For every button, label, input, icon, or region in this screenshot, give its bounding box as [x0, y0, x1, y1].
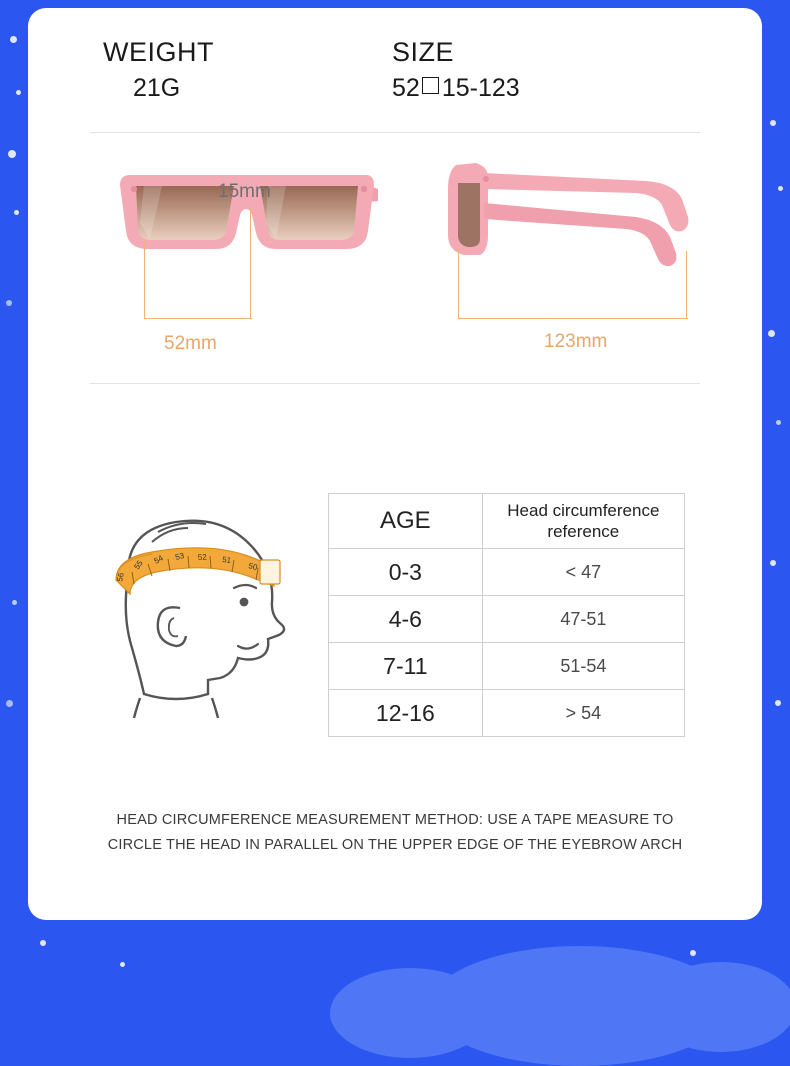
- table-row: [329, 643, 685, 690]
- weight-value: 21G: [133, 74, 181, 103]
- size-spec: [328, 34, 628, 108]
- head-measurement-illustration: [88, 498, 318, 718]
- spec-header: [28, 8, 762, 108]
- cell-reference: > 54: [482, 690, 684, 737]
- weight-spec: [28, 34, 328, 108]
- temple-length-tick-right: [686, 251, 687, 319]
- cell-age: 4-6: [329, 596, 483, 643]
- svg-text:56: 56: [115, 571, 126, 583]
- header-age: AGE: [329, 494, 483, 549]
- age-table-container: [328, 493, 685, 737]
- temple-length-label: 123mm: [544, 330, 608, 352]
- temple-length-line: [458, 318, 688, 319]
- size-value-prefix: 52: [392, 74, 420, 103]
- table-row: [329, 596, 685, 643]
- table-header-row: [329, 494, 685, 549]
- lens-width-line: [144, 318, 252, 319]
- header-head-circumference: Head circumference reference: [482, 494, 684, 549]
- svg-text:50: 50: [247, 561, 259, 573]
- svg-text:52: 52: [197, 552, 208, 562]
- temple-length-tick-left: [458, 251, 459, 319]
- table-row: [329, 690, 685, 737]
- sunglasses-side-illustration: [436, 147, 696, 277]
- note-line-2: CIRCLE THE HEAD IN PARALLEL ON THE UPPER EDGE OF THE EYEBROW ARCH: [107, 837, 683, 854]
- table-row: [329, 549, 685, 596]
- age-table: [328, 493, 685, 737]
- svg-text:51: 51: [221, 555, 232, 565]
- spec-card: [28, 8, 762, 920]
- note-line-1: HEAD CIRCUMFERENCE MEASUREMENT METHOD: USE A TAPE MEASURE TO: [116, 812, 674, 828]
- cell-age: 0-3: [329, 549, 483, 596]
- lens-width-tick-left: [144, 241, 145, 319]
- measurement-note: [28, 808, 762, 859]
- lens-width-label: 52mm: [164, 332, 217, 354]
- cell-age: 12-16: [329, 690, 483, 737]
- size-value-suffix: 15-123: [441, 74, 520, 103]
- square-symbol-icon: [422, 77, 439, 94]
- size-value: [392, 70, 628, 108]
- size-label: SIZE: [392, 37, 455, 67]
- cell-reference: 51-54: [482, 643, 684, 690]
- cell-reference: 47-51: [482, 596, 684, 643]
- cell-reference: < 47: [482, 549, 684, 596]
- svg-text:53: 53: [174, 551, 186, 562]
- cell-age: 7-11: [329, 643, 483, 690]
- lens-width-tick-right: [250, 231, 251, 319]
- bridge-measure-label: 15mm: [218, 180, 271, 202]
- weight-label: WEIGHT: [103, 37, 214, 67]
- glasses-measurement-section: [28, 133, 762, 373]
- svg-text:54: 54: [152, 553, 165, 566]
- svg-text:55: 55: [132, 558, 145, 572]
- divider-bottom: [90, 383, 700, 384]
- bridge-measure-line: [250, 209, 251, 231]
